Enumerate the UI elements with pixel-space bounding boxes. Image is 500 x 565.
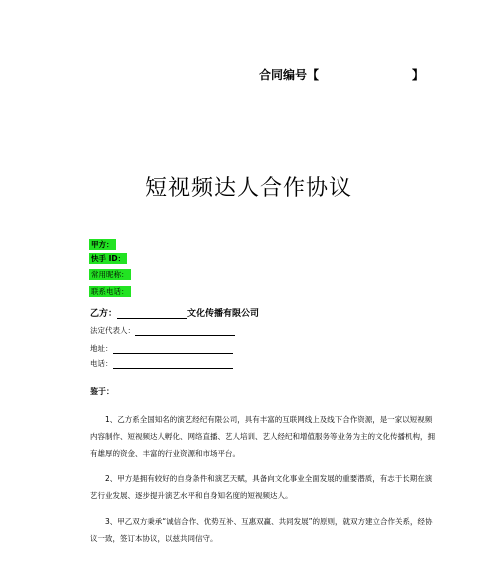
legal-rep-label: 法定代表人： <box>90 326 135 335</box>
contract-number <box>259 66 425 83</box>
paragraph-3: 3、甲乙双方秉承“诚信合作、优势互补、互惠双赢、共同发展”的原则，就双方建立合作关系，经协议一致，签订本协议，以兹共同信守。 <box>90 517 433 543</box>
phone-label: 电话： <box>90 359 113 368</box>
contract-number-close: 】 <box>412 68 425 82</box>
phone-line <box>113 360 233 369</box>
party-a-label: 甲方： <box>91 240 114 249</box>
party-b-company: 文化传播有限公司 <box>187 309 260 319</box>
party-b-blank <box>117 309 187 319</box>
phone-field <box>90 358 233 369</box>
document-title: 短视频达人合作协议 <box>145 176 353 201</box>
address-field <box>90 343 233 354</box>
paragraph-1: 1、乙方系全国知名的演艺经纪有限公司，具有丰富的互联网线上及线下合作资源，是一家以短视频内容制作、短视频达人孵化、网络直播、艺人培训、艺人经纪和增值服务等业务为主的文化传播机构，拥有雄厚的资金、丰富的行业资源和市场平台。 <box>90 415 435 458</box>
party-a-phone: 联系电话： <box>91 287 129 296</box>
legal-rep-line <box>135 327 235 336</box>
party-a-phone-wrap <box>89 279 131 298</box>
legal-rep-field <box>90 325 235 336</box>
contract-number-label: 合同编号【 <box>259 68 320 82</box>
whereas-heading: 鉴于： <box>90 387 114 396</box>
party-b-line <box>90 306 259 319</box>
paragraph-2: 2、甲方是拥有较好的自身条件和演艺天赋，具备向文化事业全面发展的重要潜质，有志于长期在演艺行业发展、逐步提升演艺水平和自身知名度的短视频达人。 <box>90 474 433 500</box>
party-a-nickname: 常用昵称： <box>91 270 129 279</box>
party-a-kuaishou-id: 快手 ID： <box>91 254 126 263</box>
address-label: 地址： <box>90 344 113 353</box>
party-b-label: 乙方： <box>90 309 118 319</box>
address-line <box>113 345 233 354</box>
